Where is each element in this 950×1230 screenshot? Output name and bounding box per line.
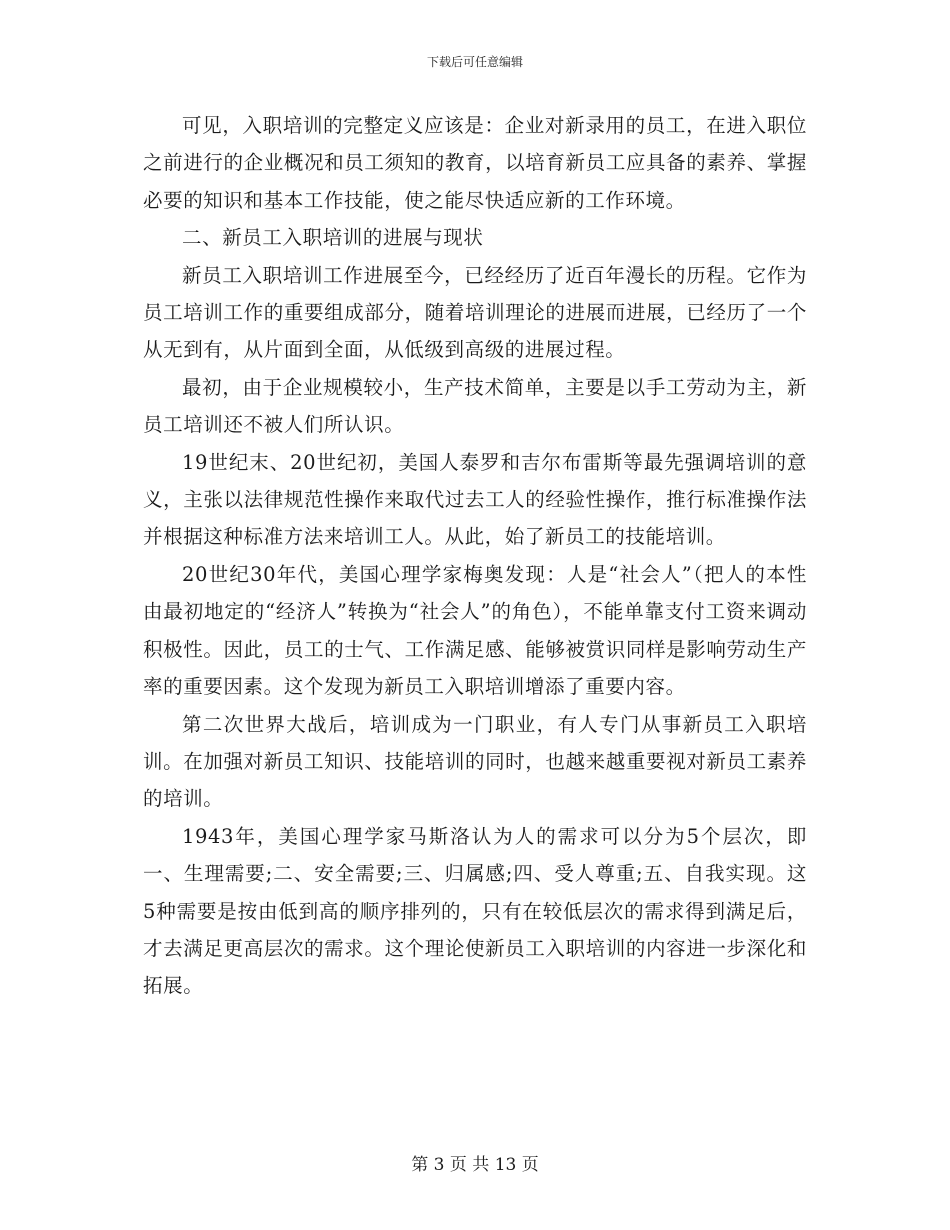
section-heading: 二、新员工入职培训的进展与现状	[182, 226, 484, 250]
footer-middle: 页 共	[449, 1155, 490, 1175]
paragraph-history-overview: 新员工入职培训工作进展至今，已经经历了近百年漫长的历程。它作为员工培训工作的重要组成部分，随着培训理论的进展而进展，已经历了一个从无到有，从片面到全面，从低级到高级的进展过程。	[143, 263, 807, 362]
footer-prefix: 第	[411, 1155, 429, 1175]
footer-total-pages: 13	[494, 1155, 517, 1175]
paragraph-post-war: 第二次世界大战后，培训成为一门职业，有人专门从事新员工入职培训。在加强对新员工知识、技能培训的同时，也越来越重要视对新员工素养的培训。	[143, 712, 807, 811]
paragraph-19th-century: 19世纪末、20世纪初，美国人泰罗和吉尔布雷斯等最先强调培训的意义，主张以法律规范性操作来取代过去工人的经验性操作，推行标准操作法并根据这种标准方法来培训工人。从此，始了新员工的技能培训。	[143, 450, 807, 549]
footer-current-page: 3	[433, 1155, 445, 1175]
document-body	[143, 107, 807, 1005]
page-header: 下载后可任意编辑	[426, 55, 523, 69]
paragraph-early-stage: 最初，由于企业规模较小，生产技术简单，主要是以手工劳动为主，新员工培训还不被人们所认识。	[143, 375, 807, 437]
page-footer	[0, 1154, 950, 1176]
footer-suffix: 页	[521, 1155, 539, 1175]
paragraph-1930s: 20世纪30年代，美国心理学家梅奥发现：人是“社会人”（把人的本性由最初地定的“经济人”转换为“社会人”的角色），不能单靠支付工资来调动积极性。因此，员工的士气、工作满足感、能够被赏识同样是影响劳动生产率的重要因素。这个发现为新员工入职培训增添了重要内容。	[143, 562, 807, 699]
paragraph-definition: 可见，入职培训的完整定义应该是：企业对新录用的员工，在进入职位之前进行的企业概况和员工须知的教育，以培育新员工应具备的素养、掌握必要的知识和基本工作技能，使之能尽快适应新的工作环境。	[143, 114, 807, 212]
paragraph-1943-maslow: 1943年，美国心理学家马斯洛认为人的需求可以分为5个层次，即一、生理需要;二、安全需要;三、归属感;四、受人尊重;五、自我实现。这5种需要是按由低到高的顺序排列的，只有在较低层次的需求得到满足后，才去满足更高层次的需求。这个理论使新员工入职培训的内容进一步深化和拓展。	[143, 824, 807, 998]
